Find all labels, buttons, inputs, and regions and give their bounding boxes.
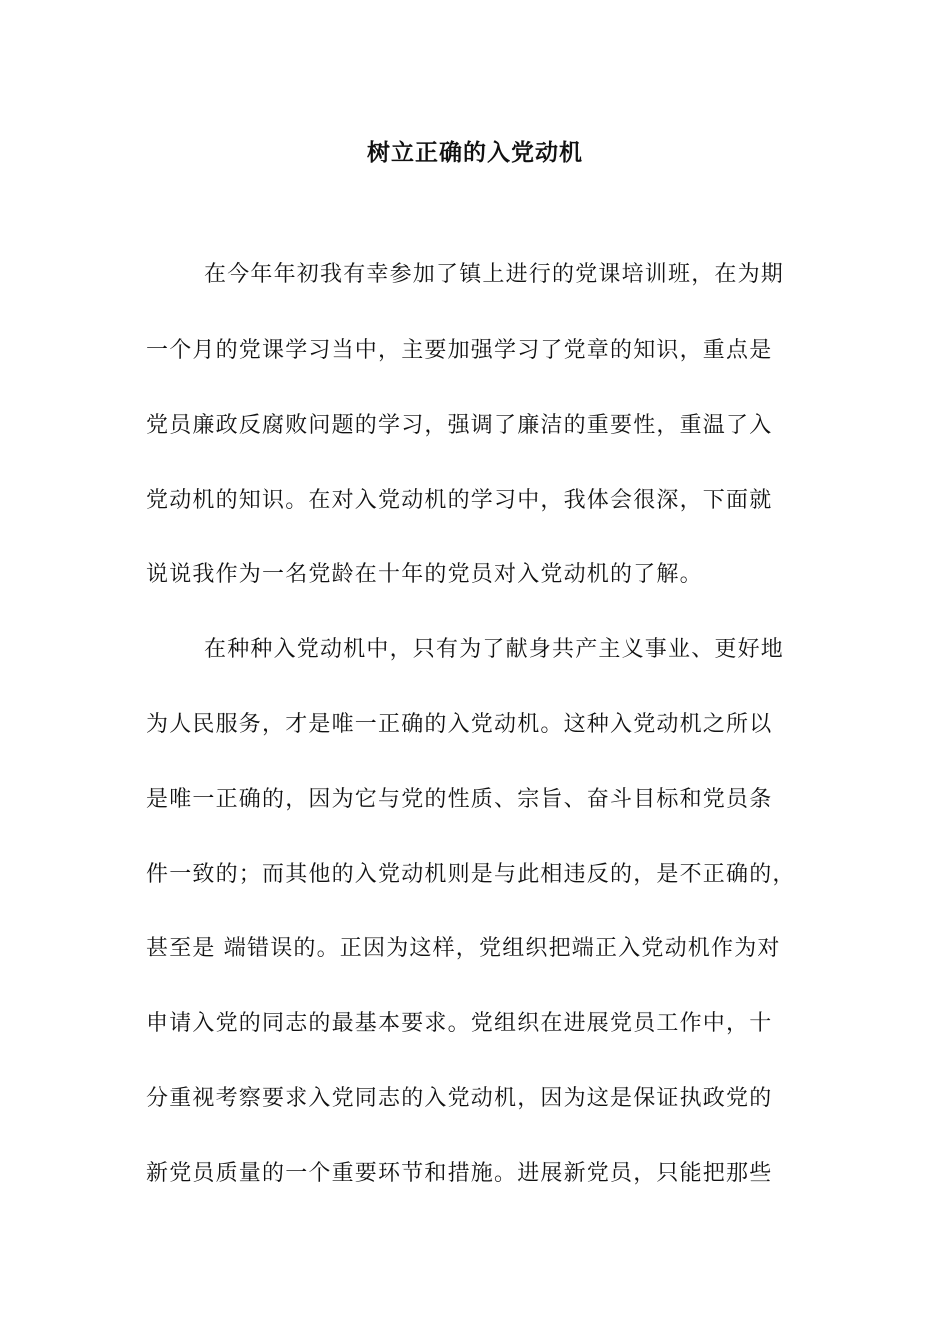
- paragraph-2-line-7: 分重视考察要求入党同志的入党动机，因为这是保证执政党的: [146, 1086, 773, 1111]
- document-title: 树立正确的入党动机: [367, 139, 583, 166]
- paragraph-1-line-2: 一个月的党课学习当中，主要加强学习了党章的知识，重点是: [146, 338, 773, 363]
- paragraph-2-line-2: 为人民服务，才是唯一正确的入党动机。这种入党动机之所以: [146, 712, 773, 737]
- paragraph-2-line-6: 申请入党的同志的最基本要求。党组织在进展党员工作中，十: [146, 1011, 773, 1036]
- paragraph-1-line-3: 党员廉政反腐败问题的学习，强调了廉洁的重要性，重温了入: [146, 413, 773, 438]
- paragraph-1-line-1: 在今年年初我有幸参加了镇上进行的党课培训班，在为期: [204, 262, 785, 287]
- paragraph-2-line-5: 甚至是 端错误的。正因为这样，党组织把端正入党动机作为对: [146, 936, 781, 961]
- paragraph-2-line-3: 是唯一正确的，因为它与党的性质、宗旨、奋斗目标和党员条: [146, 787, 773, 812]
- paragraph-2-line-1: 在种种入党动机中，只有为了献身共产主义事业、更好地: [204, 637, 785, 662]
- paragraph-1-line-4: 党动机的知识。在对入党动机的学习中，我体会很深，下面就: [146, 488, 773, 513]
- paragraph-2-line-4: 件一致的；而其他的入党动机则是与此相违反的，是不正确的，: [146, 862, 796, 887]
- paragraph-1-line-5: 说说我作为一名党龄在十年的党员对入党动机的了解。: [146, 562, 703, 587]
- paragraph-2-line-8: 新党员质量的一个重要环节和措施。进展新党员，只能把那些: [146, 1161, 773, 1186]
